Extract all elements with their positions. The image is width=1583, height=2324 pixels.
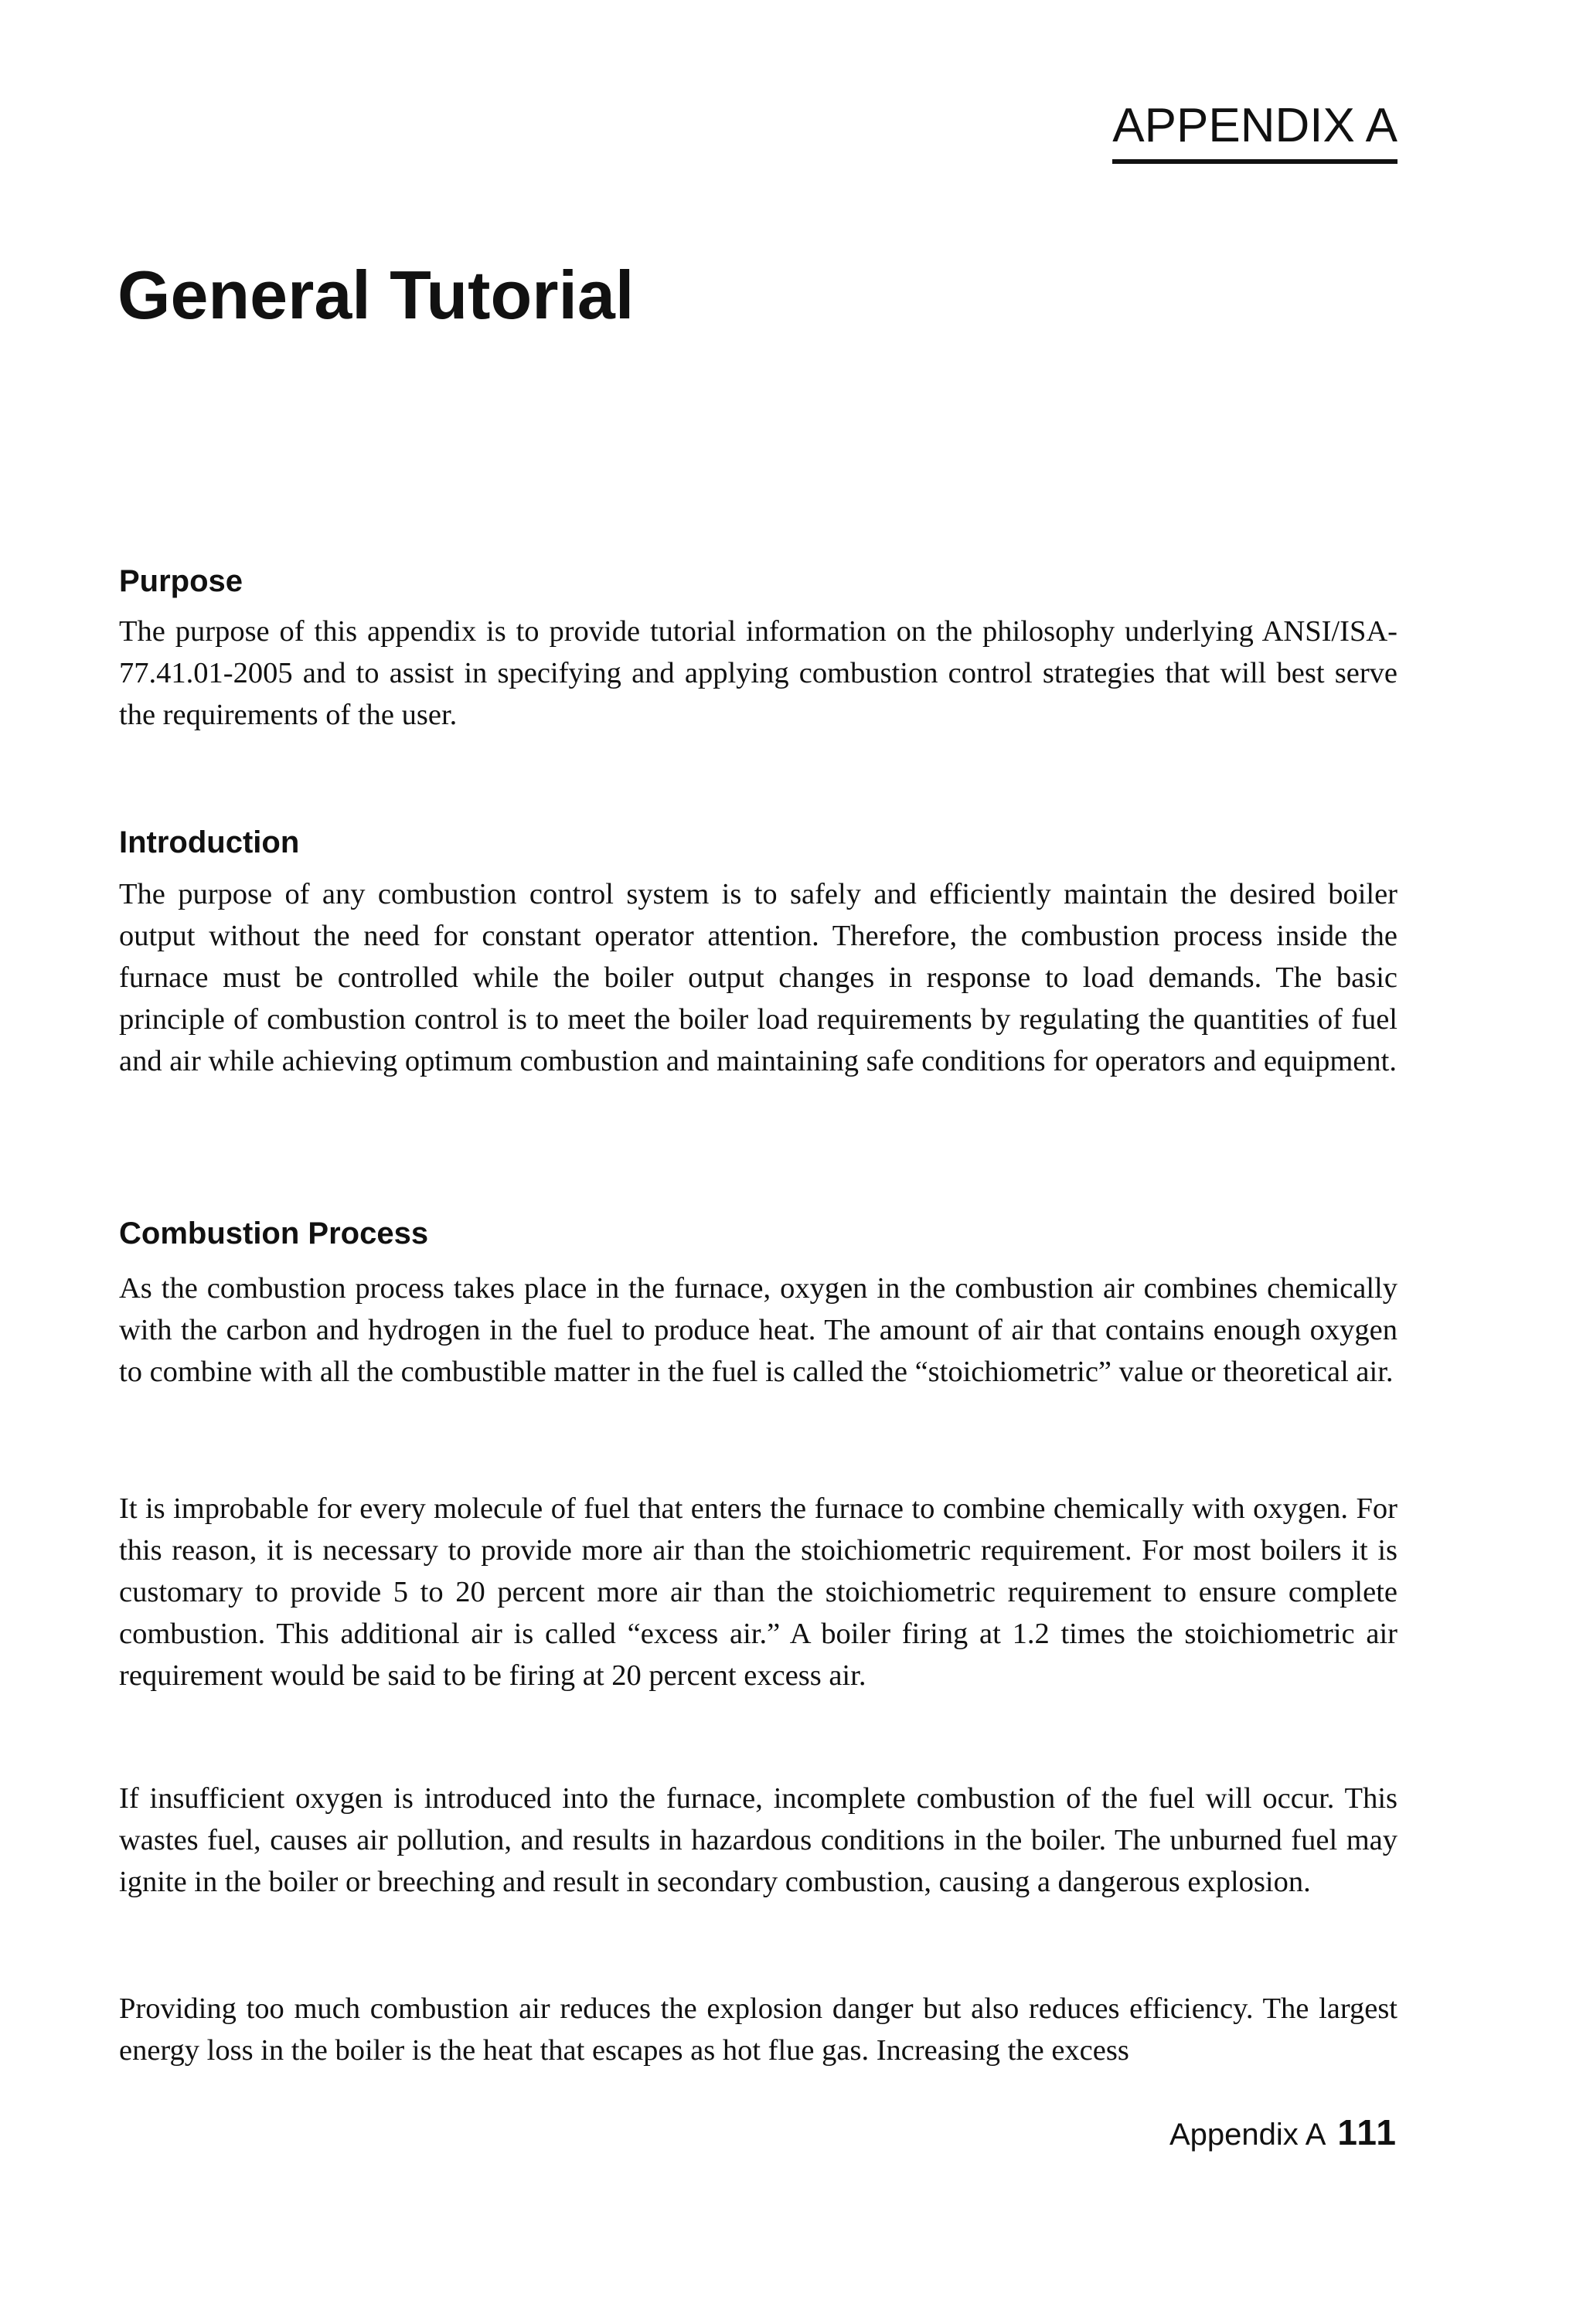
paragraph: The purpose of any combustion control system is to safely and efficiently maintain the desired boiler output without the need for constant operator attention. Therefore, the combustion process inside the furnace must be controlled while the boiler output changes in response to load demands. The basic principle of combustion control is to meet the boiler load requirements by regulating the quantities of fuel and air while achieving optimum combustion and maintaining safe conditions for operators and equipment. bbox=[119, 878, 1397, 1077]
appendix-label: APPENDIX A bbox=[1112, 102, 1397, 164]
page-number: 111 bbox=[1337, 2112, 1397, 2152]
section-heading-purpose: Purpose bbox=[119, 564, 243, 598]
combustion-process-body-2 bbox=[119, 1488, 1397, 1696]
paragraph: The purpose of this appendix is to provide tutorial information on the philosophy underlying ANSI/ISA-77.41.01-2005 and to assist in specifying and applying combustion control strategies that will best serve the requirements of the user. bbox=[119, 615, 1397, 731]
page-footer bbox=[1169, 2112, 1397, 2152]
combustion-process-body-3 bbox=[119, 1778, 1397, 1903]
introduction-body bbox=[119, 873, 1397, 1082]
section-heading-introduction: Introduction bbox=[119, 825, 300, 859]
paragraph: Providing too much combustion air reduces the explosion danger but also reduces efficiency. The largest energy loss in the boiler is the heat that escapes as hot flue gas. Increasing the excess bbox=[119, 1992, 1397, 2067]
paragraph: If insufficient oxygen is introduced into the furnace, incomplete combustion of the fuel will occur. This wastes fuel, causes air pollution, and results in hazardous conditions in the boiler. The unburned fuel may ignite in the boiler or breeching and result in secondary combustion, causing a dangerous explosion. bbox=[119, 1782, 1397, 1898]
footer-label: Appendix A bbox=[1169, 2118, 1325, 2152]
chapter-title: General Tutorial bbox=[117, 257, 635, 333]
section-heading-combustion-process: Combustion Process bbox=[119, 1216, 429, 1250]
combustion-process-body-4 bbox=[119, 1988, 1397, 2071]
combustion-process-body bbox=[119, 1267, 1397, 1393]
paragraph: As the combustion process takes place in the furnace, oxygen in the combustion air combines chemically with the carbon and hydrogen in the fuel to produce heat. The amount of air that contains enough oxygen to combine with all the combustible matter in the fuel is called the “stoichiometric” value or theoretical air. bbox=[119, 1272, 1397, 1388]
paragraph: It is improbable for every molecule of fuel that enters the furnace to combine chemically with oxygen. For this reason, it is necessary to provide more air than the stoichiometric requirement. For most boilers it is customary to provide 5 to 20 percent more air than the stoichiometric requirement to ensure complete combustion. This additional air is called “excess air.” A boiler firing at 1.2 times the stoichiometric air requirement would be said to be firing at 20 percent excess air. bbox=[119, 1492, 1397, 1692]
purpose-body bbox=[119, 611, 1397, 736]
